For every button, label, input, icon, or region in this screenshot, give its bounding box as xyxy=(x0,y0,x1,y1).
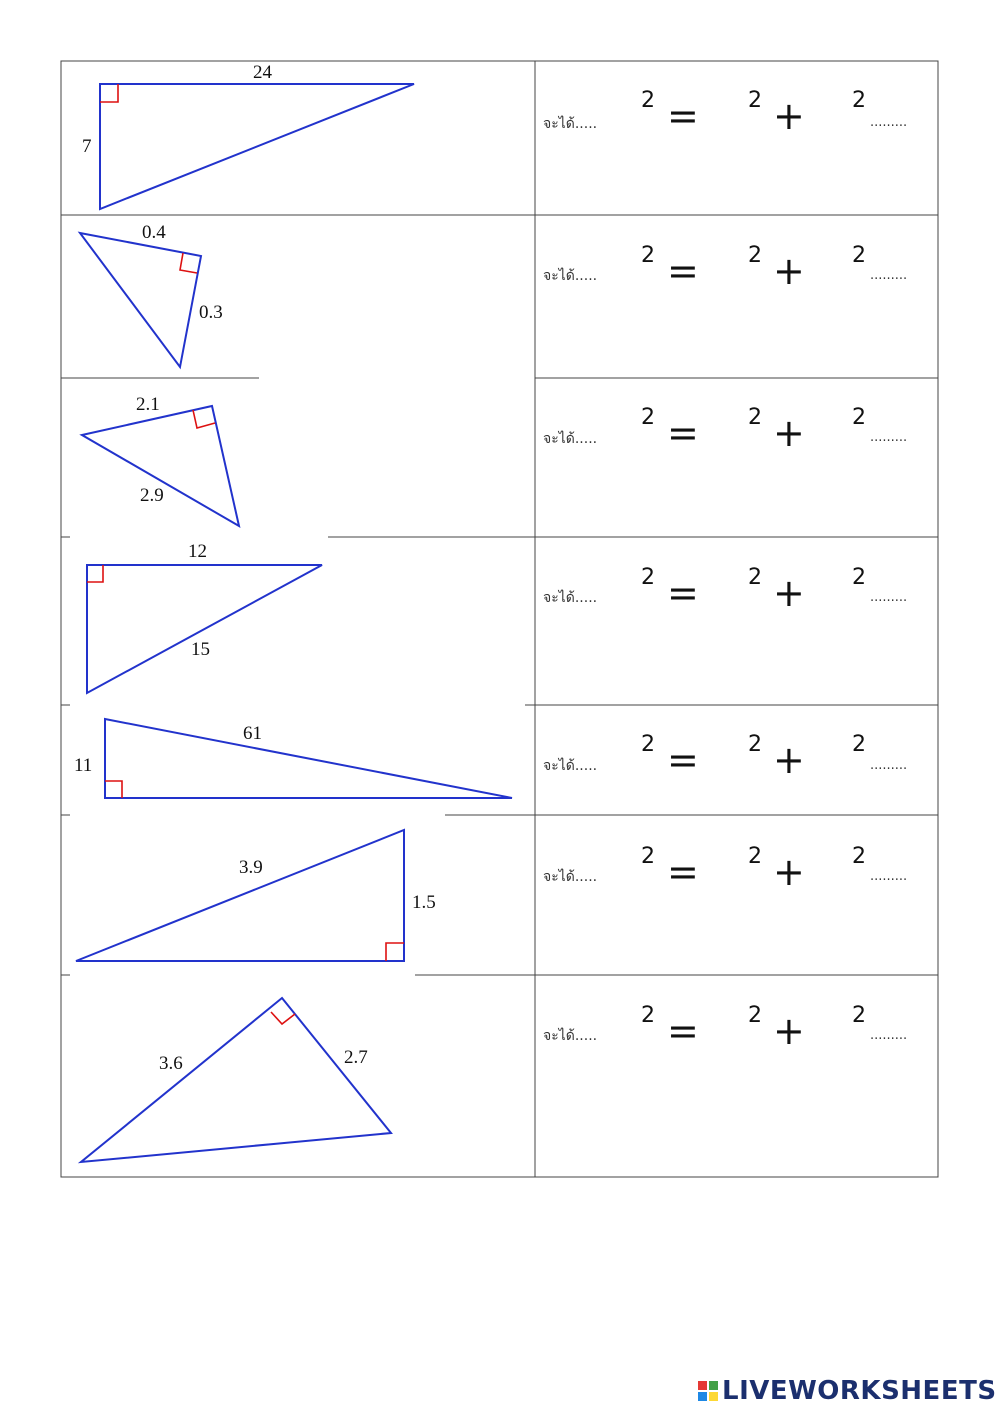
exponent: 2 xyxy=(852,1003,866,1028)
side-label: 2.9 xyxy=(140,485,164,506)
answer-blank[interactable]: ......... xyxy=(870,1028,908,1043)
exponent: 2 xyxy=(852,844,866,869)
triangle-4 xyxy=(87,565,322,693)
exponent: 2 xyxy=(748,88,762,113)
plus-sign: + xyxy=(773,94,805,138)
equals-sign: = xyxy=(667,738,699,782)
equals-sign: = xyxy=(667,1009,699,1053)
equals-sign: = xyxy=(667,411,699,455)
exponent: 2 xyxy=(641,565,655,590)
plus-sign: + xyxy=(773,571,805,615)
equals-sign: = xyxy=(667,850,699,894)
answer-blank[interactable]: ......... xyxy=(870,869,908,884)
side-label: 3.6 xyxy=(159,1053,183,1074)
row-label: จะได้..... xyxy=(543,431,598,447)
side-label: 15 xyxy=(191,639,210,660)
answer-blank[interactable]: ......... xyxy=(870,268,908,283)
right-angle-marker xyxy=(180,253,197,273)
exponent: 2 xyxy=(641,1003,655,1028)
side-label: 0.4 xyxy=(142,222,166,243)
plus-sign: + xyxy=(773,850,805,894)
side-label: 0.3 xyxy=(199,302,223,323)
exponent: 2 xyxy=(748,1003,762,1028)
exponent: 2 xyxy=(748,844,762,869)
side-label: 24 xyxy=(253,62,272,83)
right-angle-marker xyxy=(386,943,404,961)
right-angle-marker xyxy=(100,84,118,102)
right-angle-marker xyxy=(87,565,103,582)
side-label: 7 xyxy=(82,136,92,157)
exponent: 2 xyxy=(748,565,762,590)
triangle-7 xyxy=(81,998,391,1162)
answer-blank[interactable]: ......... xyxy=(870,430,908,445)
exponent: 2 xyxy=(748,405,762,430)
row-label: จะได้..... xyxy=(543,758,598,774)
brand-name: LIVEWORKSHEETS xyxy=(722,1376,997,1406)
triangle-3 xyxy=(82,406,239,526)
row-label: จะได้..... xyxy=(543,1028,598,1044)
right-angle-marker xyxy=(105,781,122,798)
row-label: จะได้..... xyxy=(543,590,598,606)
triangle-1 xyxy=(100,84,414,209)
plus-sign: + xyxy=(773,1009,805,1053)
right-angle-marker xyxy=(193,410,215,428)
side-label: 12 xyxy=(188,541,207,562)
row-label: จะได้..... xyxy=(543,116,598,132)
side-label: 1.5 xyxy=(412,892,436,913)
equals-sign: = xyxy=(667,249,699,293)
exponent: 2 xyxy=(641,844,655,869)
exponent: 2 xyxy=(852,405,866,430)
answer-blank[interactable]: ......... xyxy=(870,590,908,605)
exponent: 2 xyxy=(748,243,762,268)
side-label: 11 xyxy=(74,755,93,776)
exponent: 2 xyxy=(852,732,866,757)
exponent: 2 xyxy=(641,243,655,268)
triangle-5 xyxy=(105,719,512,798)
row-label: จะได้..... xyxy=(543,268,598,284)
side-label: 2.1 xyxy=(136,394,160,415)
plus-sign: + xyxy=(773,249,805,293)
exponent: 2 xyxy=(852,88,866,113)
right-angle-marker xyxy=(271,1012,295,1024)
answer-blank[interactable]: ......... xyxy=(870,758,908,773)
triangle-6 xyxy=(76,830,404,961)
exponent: 2 xyxy=(641,88,655,113)
exponent: 2 xyxy=(748,732,762,757)
exponent: 2 xyxy=(852,565,866,590)
answer-blank[interactable]: ......... xyxy=(870,115,908,130)
plus-sign: + xyxy=(773,411,805,455)
exponent: 2 xyxy=(641,405,655,430)
plus-sign: + xyxy=(773,738,805,782)
exponent: 2 xyxy=(641,732,655,757)
row-label: จะได้..... xyxy=(543,869,598,885)
logo-squares-icon xyxy=(698,1381,718,1401)
side-label: 3.9 xyxy=(239,857,263,878)
equals-sign: = xyxy=(667,94,699,138)
exponent: 2 xyxy=(852,243,866,268)
side-label: 2.7 xyxy=(344,1047,368,1068)
equals-sign: = xyxy=(667,571,699,615)
side-label: 61 xyxy=(243,723,262,744)
liveworksheets-logo xyxy=(698,1376,997,1406)
